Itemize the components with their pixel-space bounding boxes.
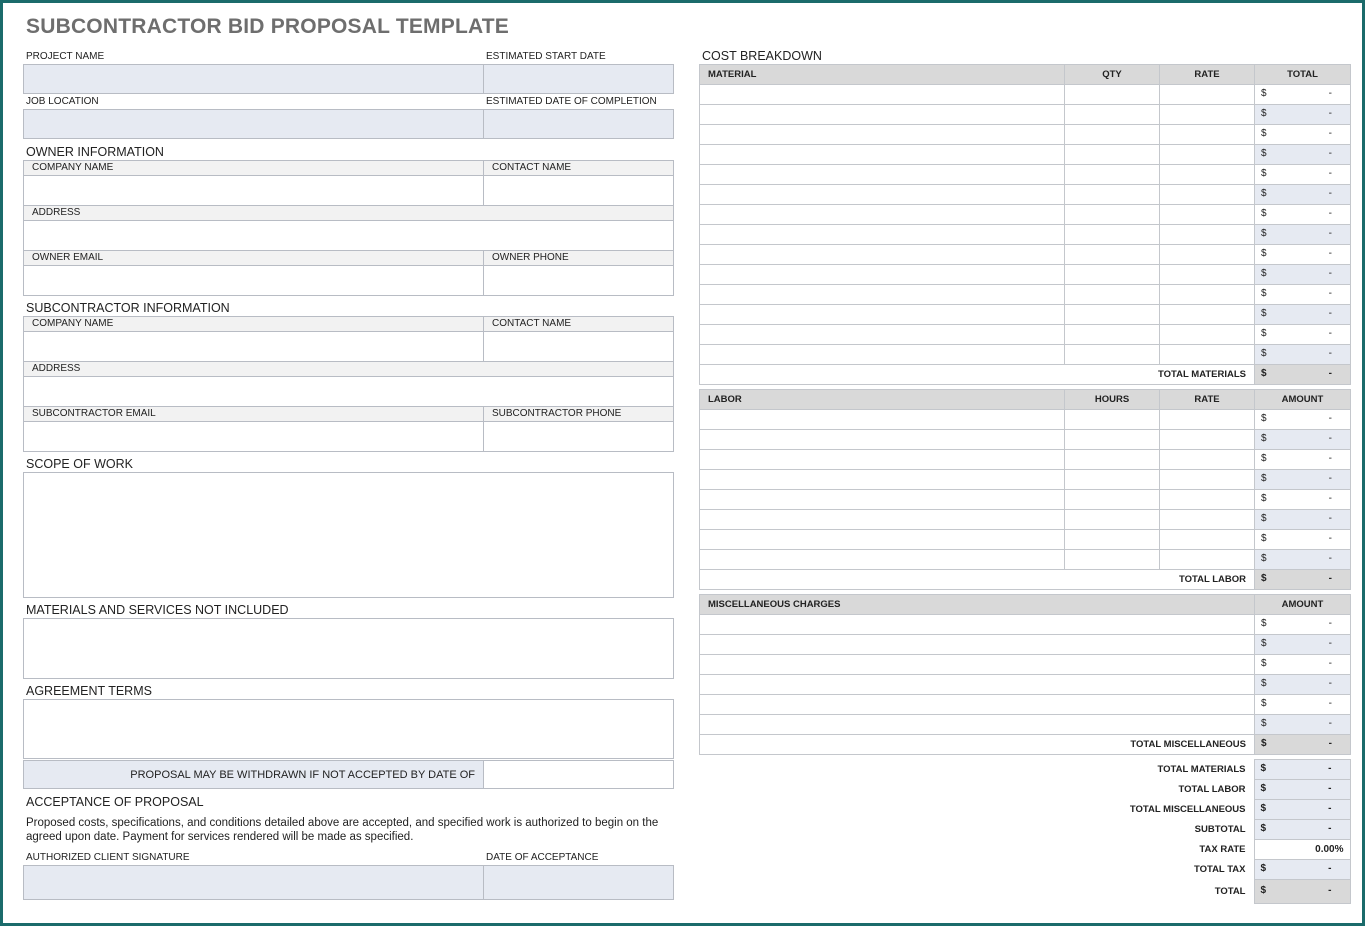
amount-cell[interactable]: $ - [1255, 105, 1351, 125]
amount-cell[interactable]: $ - [1255, 205, 1351, 225]
labor-rate-header: RATE [1160, 390, 1255, 410]
rate-header: RATE [1160, 65, 1255, 85]
entry-cell[interactable] [1065, 145, 1160, 165]
entry-cell[interactable] [1160, 430, 1255, 450]
withdraw-label: PROPOSAL MAY BE WITHDRAWN IF NOT ACCEPTED BY DATE OF [23, 760, 484, 789]
labor-row [700, 470, 1351, 490]
job-location-field[interactable] [23, 109, 484, 139]
misc-row [700, 635, 1351, 655]
amount-cell[interactable]: $ - [1255, 245, 1351, 265]
acceptance-date-label: DATE OF ACCEPTANCE [486, 852, 599, 863]
scope-of-work-field[interactable] [23, 472, 674, 598]
entry-cell[interactable] [1065, 410, 1160, 430]
scope-heading: SCOPE OF WORK [26, 457, 133, 471]
labor-row [700, 510, 1351, 530]
sub-address-field[interactable] [23, 376, 674, 407]
entry-cell[interactable] [700, 530, 1065, 550]
owner-company-label: COMPANY NAME [23, 160, 484, 176]
entry-cell[interactable] [700, 470, 1065, 490]
labor-row [700, 450, 1351, 470]
entry-cell[interactable] [1065, 510, 1160, 530]
not-included-field[interactable] [23, 618, 674, 679]
labor-row [700, 550, 1351, 570]
entry-cell[interactable] [1065, 285, 1160, 305]
total-label: TOTAL MISCELLANEOUS [700, 735, 1255, 755]
entry-cell[interactable] [700, 285, 1065, 305]
completion-date-field[interactable] [483, 109, 674, 139]
entry-cell[interactable] [700, 145, 1065, 165]
entry-cell[interactable] [700, 85, 1065, 105]
amount-cell[interactable]: $ - [1255, 225, 1351, 245]
misc-row [700, 675, 1351, 695]
sub-contact-label: CONTACT NAME [483, 316, 674, 332]
amount-cell[interactable]: $ - [1255, 410, 1351, 430]
entry-cell[interactable] [700, 695, 1255, 715]
agreement-heading: AGREEMENT TERMS [26, 684, 152, 698]
entry-cell[interactable] [1065, 125, 1160, 145]
misc-header: MISCELLANEOUS CHARGES [700, 595, 1255, 615]
amount-cell[interactable]: $ - [1255, 655, 1351, 675]
amount-cell[interactable]: $ - [1255, 430, 1351, 450]
total-label: TOTAL LABOR [700, 570, 1255, 590]
total-row [700, 570, 1351, 590]
entry-cell[interactable] [700, 450, 1065, 470]
entry-cell[interactable] [700, 675, 1255, 695]
amount-cell[interactable]: $ - [1255, 490, 1351, 510]
entry-cell[interactable] [1065, 490, 1160, 510]
entry-cell[interactable] [1160, 550, 1255, 570]
labor-row [700, 530, 1351, 550]
summary-row-labor [1013, 780, 1350, 800]
summary-row-tax-rate [1013, 840, 1350, 860]
project-name-field[interactable] [23, 64, 484, 94]
material-row [700, 245, 1351, 265]
entry-cell[interactable] [1160, 145, 1255, 165]
amount-cell[interactable]: $ - [1255, 450, 1351, 470]
amount-cell[interactable]: $ - [1255, 735, 1351, 755]
owner-email-field[interactable] [23, 265, 484, 296]
amount-cell[interactable]: $ - [1255, 675, 1351, 695]
amount-cell[interactable]: $ - [1255, 325, 1351, 345]
entry-cell[interactable] [1065, 185, 1160, 205]
summary-materials-value[interactable]: $ - [1254, 760, 1350, 780]
total-row [700, 365, 1351, 385]
labor-row [700, 430, 1351, 450]
labor-table [699, 389, 1351, 590]
entry-cell[interactable] [700, 265, 1065, 285]
entry-cell[interactable] [1160, 105, 1255, 125]
misc-amount-header: AMOUNT [1255, 595, 1351, 615]
withdraw-date-field[interactable] [483, 760, 674, 789]
entry-cell[interactable] [1065, 530, 1160, 550]
entry-cell[interactable] [700, 490, 1065, 510]
misc-row [700, 615, 1351, 635]
grand-total-label: TOTAL [1214, 886, 1246, 897]
material-row [700, 145, 1351, 165]
total-tax-value[interactable]: $ - [1254, 860, 1350, 880]
amount-cell[interactable]: $ - [1255, 145, 1351, 165]
total-tax-label: TOTAL TAX [1193, 864, 1246, 875]
entry-cell[interactable] [1160, 325, 1255, 345]
entry-cell[interactable] [1065, 205, 1160, 225]
summary-row-misc [1013, 800, 1350, 820]
labor-amount-header: AMOUNT [1255, 390, 1351, 410]
entry-cell[interactable] [1160, 450, 1255, 470]
sub-email-label: SUBCONTRACTOR EMAIL [23, 406, 484, 422]
entry-cell[interactable] [700, 635, 1255, 655]
labor-row [700, 410, 1351, 430]
entry-cell[interactable] [1065, 305, 1160, 325]
amount-cell[interactable]: $ - [1255, 635, 1351, 655]
entry-cell[interactable] [1065, 105, 1160, 125]
misc-table [699, 594, 1351, 755]
amount-cell[interactable]: $ - [1255, 345, 1351, 365]
material-header: MATERIAL [700, 65, 1065, 85]
material-row [700, 125, 1351, 145]
owner-email-label: OWNER EMAIL [23, 250, 484, 266]
entry-cell[interactable] [1065, 470, 1160, 490]
owner-company-field[interactable] [23, 175, 484, 206]
amount-cell[interactable]: $ - [1255, 365, 1351, 385]
subtotal-label: SUBTOTAL [1194, 824, 1246, 835]
entry-cell[interactable] [1160, 285, 1255, 305]
entry-cell[interactable] [1160, 530, 1255, 550]
agreement-terms-field[interactable] [23, 699, 674, 759]
acceptance-date-field[interactable] [483, 865, 674, 900]
material-row [700, 225, 1351, 245]
summary-row-total [1013, 880, 1350, 904]
material-row [700, 105, 1351, 125]
entry-cell[interactable] [1065, 165, 1160, 185]
entry-cell[interactable] [700, 655, 1255, 675]
entry-cell[interactable] [700, 410, 1065, 430]
entry-cell[interactable] [700, 325, 1065, 345]
entry-cell[interactable] [1160, 470, 1255, 490]
owner-address-label: ADDRESS [23, 205, 674, 221]
entry-cell[interactable] [1160, 205, 1255, 225]
summary-table [1013, 759, 1351, 904]
entry-cell[interactable] [700, 510, 1065, 530]
sub-phone-field[interactable] [483, 421, 674, 452]
amount-cell[interactable]: $ - [1255, 550, 1351, 570]
entry-cell[interactable] [1160, 265, 1255, 285]
material-row [700, 265, 1351, 285]
summary-misc-label: TOTAL MISCELLANEOUS [1129, 804, 1246, 815]
acceptance-text: Proposed costs, specifications, and conditions detailed above are accepted, and specified work is authorized to begin on the agreed upon date. Payment for services rendered will be made as specified. [26, 817, 659, 843]
owner-address-field[interactable] [23, 220, 674, 251]
labor-header: LABOR [700, 390, 1065, 410]
signature-label: AUTHORIZED CLIENT SIGNATURE [26, 852, 190, 863]
summary-row-total-tax [1013, 860, 1350, 880]
entry-cell[interactable] [700, 430, 1065, 450]
amount-cell[interactable]: $ - [1255, 615, 1351, 635]
entry-cell[interactable] [700, 185, 1065, 205]
owner-contact-label: CONTACT NAME [483, 160, 674, 176]
amount-cell[interactable]: $ - [1255, 530, 1351, 550]
entry-cell[interactable] [700, 550, 1065, 570]
amount-cell[interactable]: $ - [1255, 695, 1351, 715]
subtotal-value[interactable]: $ - [1254, 820, 1350, 840]
tax-rate-value[interactable]: 0.00% [1254, 840, 1350, 860]
subcontractor-info-heading: SUBCONTRACTOR INFORMATION [26, 301, 230, 315]
misc-row [700, 695, 1351, 715]
amount-cell[interactable]: $ - [1255, 570, 1351, 590]
amount-cell[interactable]: $ - [1255, 125, 1351, 145]
summary-labor-value[interactable]: $ - [1254, 780, 1350, 800]
page-title: SUBCONTRACTOR BID PROPOSAL TEMPLATE [26, 15, 510, 38]
summary-misc-value[interactable]: $ - [1254, 800, 1350, 820]
hours-header: HOURS [1065, 390, 1160, 410]
entry-cell[interactable] [1065, 430, 1160, 450]
signature-field[interactable] [23, 865, 484, 900]
cost-breakdown-heading: COST BREAKDOWN [702, 49, 822, 63]
qty-header: QTY [1065, 65, 1160, 85]
entry-cell[interactable] [700, 125, 1065, 145]
labor-row [700, 490, 1351, 510]
material-row [700, 285, 1351, 305]
materials-table [699, 64, 1351, 385]
start-date-field[interactable] [483, 64, 674, 94]
entry-cell[interactable] [700, 225, 1065, 245]
entry-cell[interactable] [1160, 225, 1255, 245]
entry-cell[interactable] [1160, 490, 1255, 510]
entry-cell[interactable] [1160, 125, 1255, 145]
sub-contact-field[interactable] [483, 331, 674, 362]
material-row [700, 165, 1351, 185]
material-row [700, 85, 1351, 105]
entry-cell[interactable] [1160, 510, 1255, 530]
material-row [700, 345, 1351, 365]
start-date-label: ESTIMATED START DATE [486, 51, 606, 62]
owner-phone-label: OWNER PHONE [483, 250, 674, 266]
entry-cell[interactable] [1160, 305, 1255, 325]
owner-info-heading: OWNER INFORMATION [26, 145, 164, 159]
entry-cell[interactable] [700, 715, 1255, 735]
entry-cell[interactable] [1160, 165, 1255, 185]
not-included-heading: MATERIALS AND SERVICES NOT INCLUDED [26, 603, 289, 617]
entry-cell[interactable] [1065, 245, 1160, 265]
entry-cell[interactable] [1065, 450, 1160, 470]
summary-row-materials [1013, 760, 1350, 780]
entry-cell[interactable] [1160, 245, 1255, 265]
amount-cell[interactable]: $ - [1255, 470, 1351, 490]
entry-cell[interactable] [700, 245, 1065, 265]
project-name-label: PROJECT NAME [26, 51, 105, 62]
entry-cell[interactable] [1065, 325, 1160, 345]
misc-row [700, 715, 1351, 735]
summary-labor-label: TOTAL LABOR [1178, 784, 1246, 795]
acceptance-heading: ACCEPTANCE OF PROPOSAL [26, 795, 204, 809]
total-row [700, 735, 1351, 755]
entry-cell[interactable] [1065, 345, 1160, 365]
entry-cell[interactable] [1160, 85, 1255, 105]
entry-cell[interactable] [1160, 410, 1255, 430]
entry-cell[interactable] [1160, 185, 1255, 205]
total-header: TOTAL [1255, 65, 1351, 85]
job-location-label: JOB LOCATION [26, 96, 99, 107]
amount-cell[interactable]: $ - [1255, 185, 1351, 205]
material-row [700, 305, 1351, 325]
summary-materials-label: TOTAL MATERIALS [1157, 764, 1246, 775]
amount-cell[interactable]: $ - [1255, 510, 1351, 530]
amount-cell[interactable]: $ - [1255, 265, 1351, 285]
misc-row [700, 655, 1351, 675]
entry-cell[interactable] [1065, 225, 1160, 245]
sub-address-label: ADDRESS [23, 361, 674, 377]
total-label: TOTAL MATERIALS [700, 365, 1255, 385]
amount-cell[interactable]: $ - [1255, 305, 1351, 325]
amount-cell[interactable]: $ - [1255, 85, 1351, 105]
material-row [700, 185, 1351, 205]
owner-phone-field[interactable] [483, 265, 674, 296]
sub-company-field[interactable] [23, 331, 484, 362]
amount-cell[interactable]: $ - [1255, 715, 1351, 735]
grand-total-value[interactable]: $ - [1254, 880, 1350, 904]
entry-cell[interactable] [1065, 85, 1160, 105]
entry-cell[interactable] [700, 205, 1065, 225]
amount-cell[interactable]: $ - [1255, 285, 1351, 305]
sub-phone-label: SUBCONTRACTOR PHONE [483, 406, 674, 422]
entry-cell[interactable] [700, 615, 1255, 635]
entry-cell[interactable] [1065, 550, 1160, 570]
tax-rate-label: TAX RATE [1199, 844, 1246, 855]
completion-date-label: ESTIMATED DATE OF COMPLETION [486, 96, 657, 107]
material-row [700, 325, 1351, 345]
sub-company-label: COMPANY NAME [23, 316, 484, 332]
entry-cell[interactable] [700, 305, 1065, 325]
amount-cell[interactable]: $ - [1255, 165, 1351, 185]
entry-cell[interactable] [1065, 265, 1160, 285]
summary-row-subtotal [1013, 820, 1350, 840]
entry-cell[interactable] [700, 165, 1065, 185]
owner-contact-field[interactable] [483, 175, 674, 206]
material-row [700, 205, 1351, 225]
entry-cell[interactable] [1160, 345, 1255, 365]
sub-email-field[interactable] [23, 421, 484, 452]
entry-cell[interactable] [700, 345, 1065, 365]
entry-cell[interactable] [700, 105, 1065, 125]
